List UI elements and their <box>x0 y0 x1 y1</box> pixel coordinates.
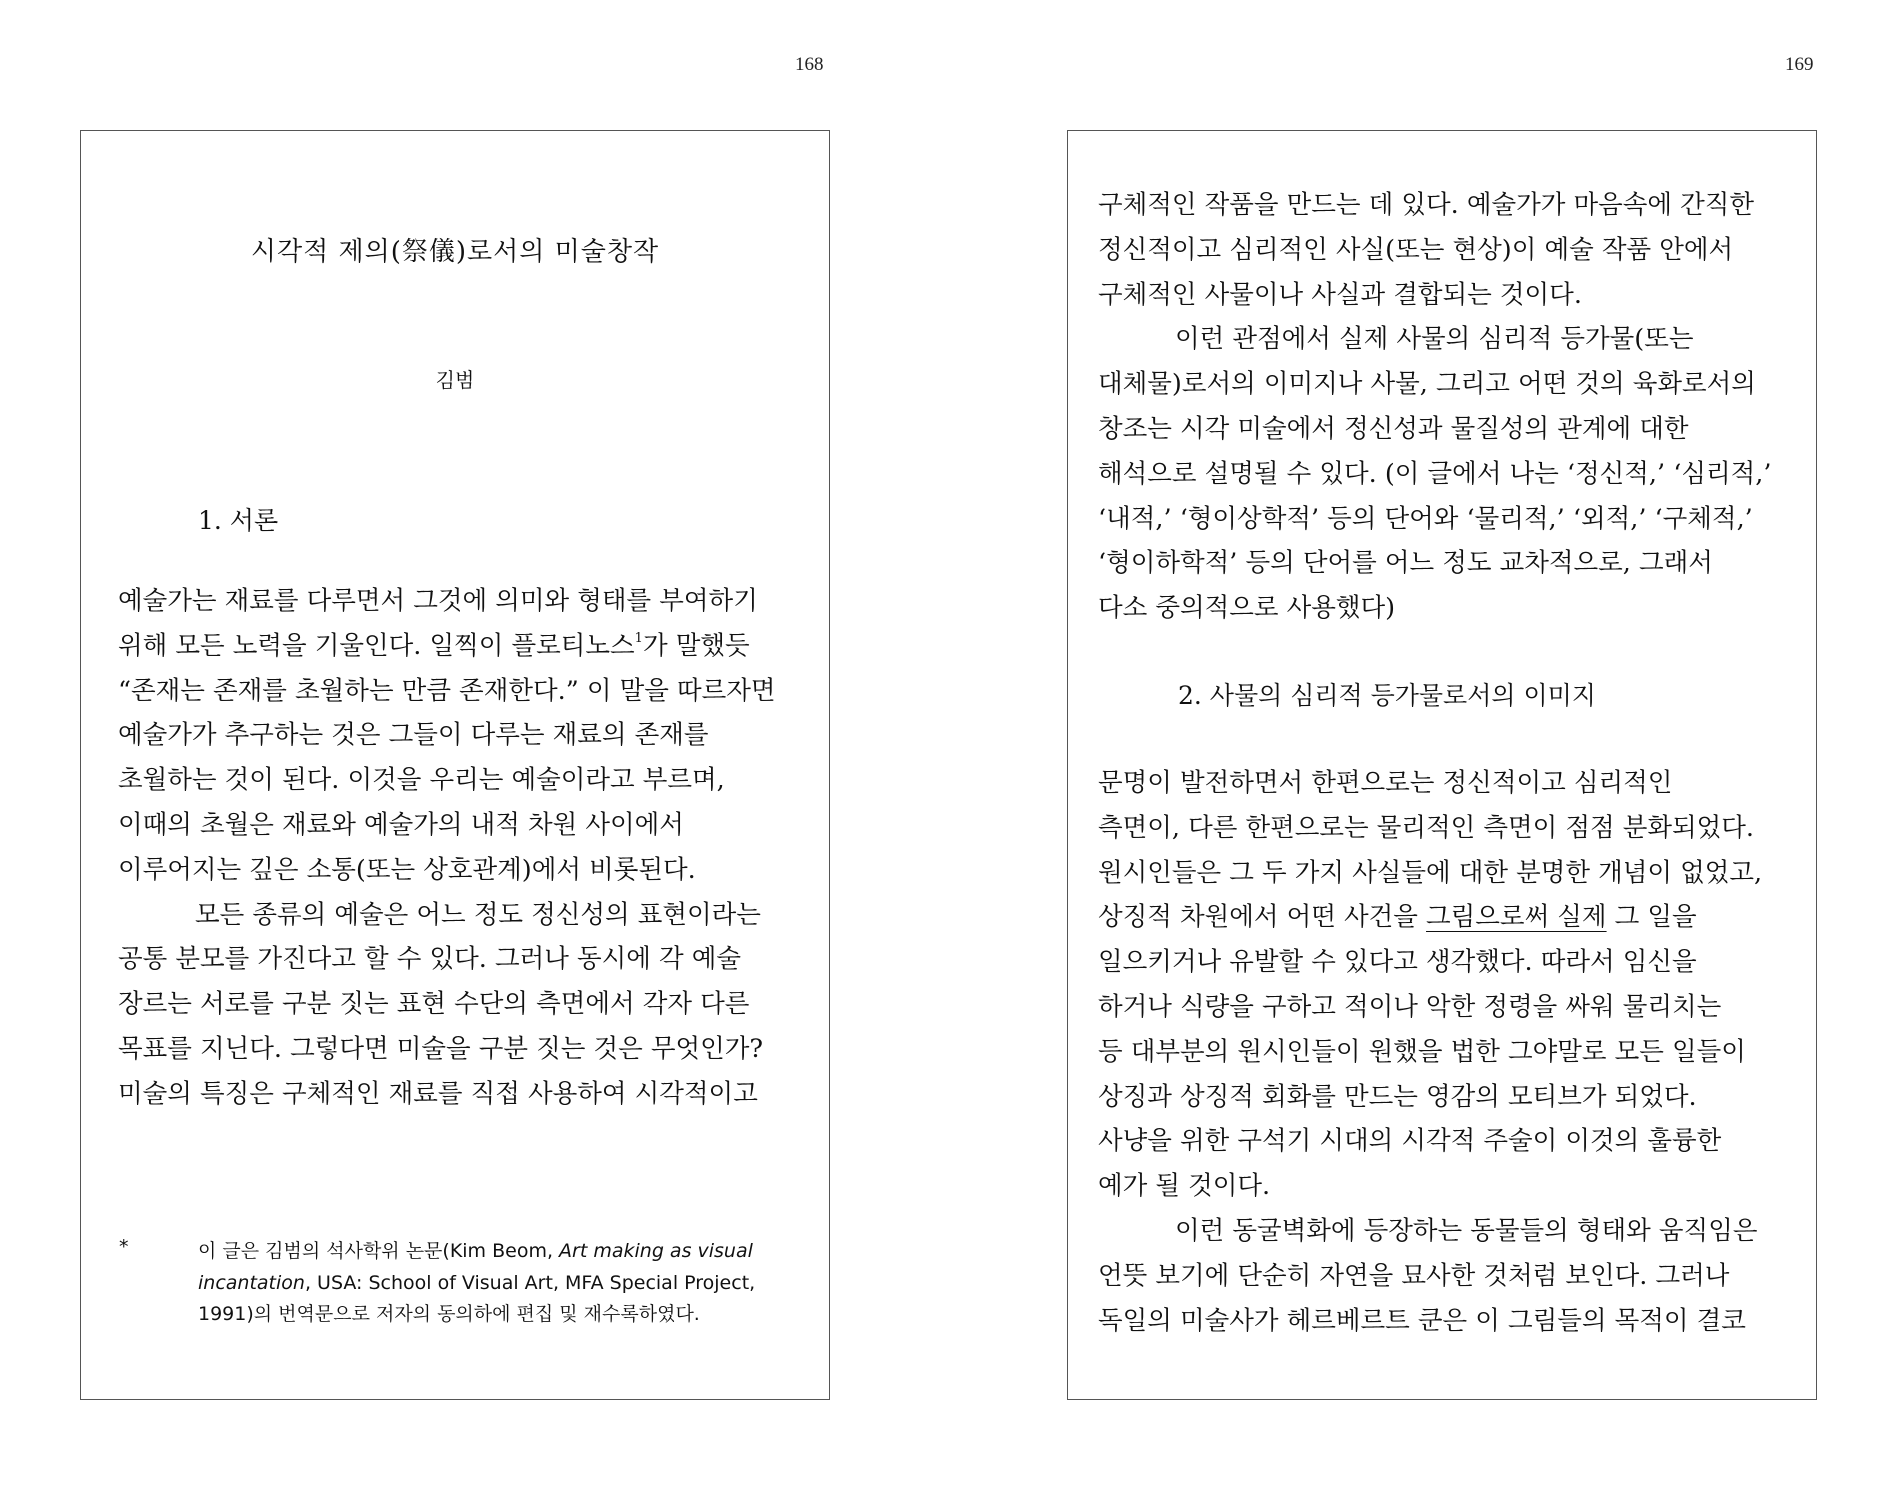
footnote-reference[interactable]: 1 <box>634 630 643 646</box>
footnote-part: , USA: School of Visual Art, MFA Special Project, <box>304 1271 756 1294</box>
body-text-right-top <box>1098 183 1798 631</box>
footnote-mark: * <box>119 1236 129 1258</box>
text-line-part: 그 일을 <box>1606 902 1697 933</box>
underlined-phrase: 그림으로써 실제 <box>1426 902 1607 933</box>
section-heading-images: 2. 사물의 심리적 등가물로서의 이미지 <box>1178 681 1596 710</box>
page-left <box>80 130 830 1400</box>
text-line-part: 위해 모든 노력을 기울인다. 일찍이 플로티노스 <box>118 630 635 661</box>
body-text-right-bottom <box>1098 761 1798 1343</box>
text-line: 예술가는 재료를 다루면서 그것에 의미와 형태를 부여하기 <box>118 586 758 616</box>
text-line: 이런 동굴벽화에 등장하는 동물들의 형태와 움직임은 <box>1175 1215 1758 1246</box>
text-line: 공통 분모를 가진다고 할 수 있다. 그러나 동시에 각 예술 <box>118 944 741 975</box>
text-line: ‘내적,’ ‘형이상학적’ 등의 단어와 ‘물리적,’ ‘외적,’ ‘구체적,’ <box>1098 503 1753 534</box>
text-line-part: 가 말했듯 <box>642 630 750 661</box>
text-line: 등 대부분의 원시인들이 원했을 법한 그야말로 모든 일들이 <box>1098 1036 1746 1067</box>
text-line: 이루어지는 깊은 소통(또는 상호관계)에서 비롯된다. <box>118 854 696 885</box>
text-line: ‘형이하학적’ 등의 단어를 어느 정도 교차적으로, 그래서 <box>1098 548 1713 579</box>
text-line: 상징과 상징적 회화를 만드는 영감의 모티브가 되었다. <box>1098 1081 1697 1112</box>
footnote-part: 이 글은 김범의 석사학위 논문(Kim Beom, <box>198 1240 560 1262</box>
text-line: 문명이 발전하면서 한편으로는 정신적이고 심리적인 <box>1098 768 1673 798</box>
text-line: 정신적이고 심리적인 사실(또는 현상)이 예술 작품 안에서 <box>1098 234 1734 265</box>
text-line: 예가 될 것이다. <box>1098 1171 1271 1202</box>
text-line <box>1098 895 1798 940</box>
text-line: 초월하는 것이 된다. 이것을 우리는 예술이라고 부르며, <box>118 765 725 796</box>
text-line: 언뜻 보기에 단순히 자연을 묘사한 것처럼 보인다. 그러나 <box>1098 1260 1730 1291</box>
text-line: “존재는 존재를 초월하는 만큼 존재한다.” 이 말을 따르자면 <box>118 675 776 706</box>
footnote-title-part: Art making as visual <box>559 1240 753 1262</box>
body-text-left <box>118 579 808 1117</box>
footnote-line <box>198 1236 818 1268</box>
text-line: 일으키거나 유발할 수 있다고 생각했다. 따라서 임신을 <box>1098 947 1697 978</box>
text-line: 이때의 초월은 재료와 예술가의 내적 차원 사이에서 <box>118 809 684 840</box>
text-line <box>118 624 808 669</box>
page-number-left: 168 <box>795 54 824 75</box>
text-line: 미술의 특징은 구체적인 재료를 직접 사용하여 시각적이고 <box>118 1078 758 1109</box>
text-line: 창조는 시각 미술에서 정신성과 물질성의 관계에 대한 <box>1098 413 1689 444</box>
text-line: 이런 관점에서 실제 사물의 심리적 등가물(또는 <box>1175 324 1694 355</box>
text-line: 장르는 서로를 구분 짓는 표현 수단의 측면에서 각자 다른 <box>118 989 750 1020</box>
text-line: 원시인들은 그 두 가지 사실들에 대한 분명한 개념이 없었고, <box>1098 857 1763 888</box>
text-line: 측면이, 다른 한편으로는 물리적인 측면이 점점 분화되었다. <box>1098 812 1755 843</box>
text-line: 독일의 미술사가 헤르베르트 쿤은 이 그림들의 목적이 결코 <box>1098 1305 1746 1336</box>
text-line-part: 상징적 차원에서 어떤 사건을 <box>1098 902 1427 933</box>
author-name: 김범 <box>435 368 475 392</box>
text-line: 구체적인 작품을 만드는 데 있다. 예술가가 마음속에 간직한 <box>1098 190 1755 220</box>
footnote-title-part: incantation <box>198 1271 305 1294</box>
page-number-right: 169 <box>1785 54 1814 75</box>
page-right <box>1067 130 1817 1400</box>
text-line: 사냥을 위한 구석기 시대의 시각적 주술이 이것의 훌륭한 <box>1098 1126 1722 1157</box>
text-line: 해석으로 설명될 수 있다. (이 글에서 나는 ‘정신적,’ ‘심리적,’ <box>1098 458 1772 489</box>
text-line: 다소 중의적으로 사용했다) <box>1098 593 1396 624</box>
text-line: 대체물)로서의 이미지나 사물, 그리고 어떤 것의 육화로서의 <box>1098 369 1756 400</box>
footnote-line <box>198 1268 818 1300</box>
text-line: 하거나 식량을 구하고 적이나 악한 정령을 싸워 물리치는 <box>1098 991 1722 1022</box>
text-line: 예술가가 추구하는 것은 그들이 다루는 재료의 존재를 <box>118 720 709 751</box>
section-heading-intro: 1. 서론 <box>198 506 279 535</box>
text-line: 모든 종류의 예술은 어느 정도 정신성의 표현이라는 <box>195 899 761 930</box>
text-line: 구체적인 사물이나 사실과 결합되는 것이다. <box>1098 279 1582 310</box>
footnote-line: 1991)의 번역문으로 저자의 동의하에 편집 및 재수록하였다. <box>198 1303 700 1325</box>
text-line: 목표를 지닌다. 그렇다면 미술을 구분 짓는 것은 무엇인가? <box>118 1033 764 1064</box>
article-title: 시각적 제의(祭儀)로서의 미술창작 <box>250 237 660 267</box>
footnote-text <box>198 1236 818 1331</box>
